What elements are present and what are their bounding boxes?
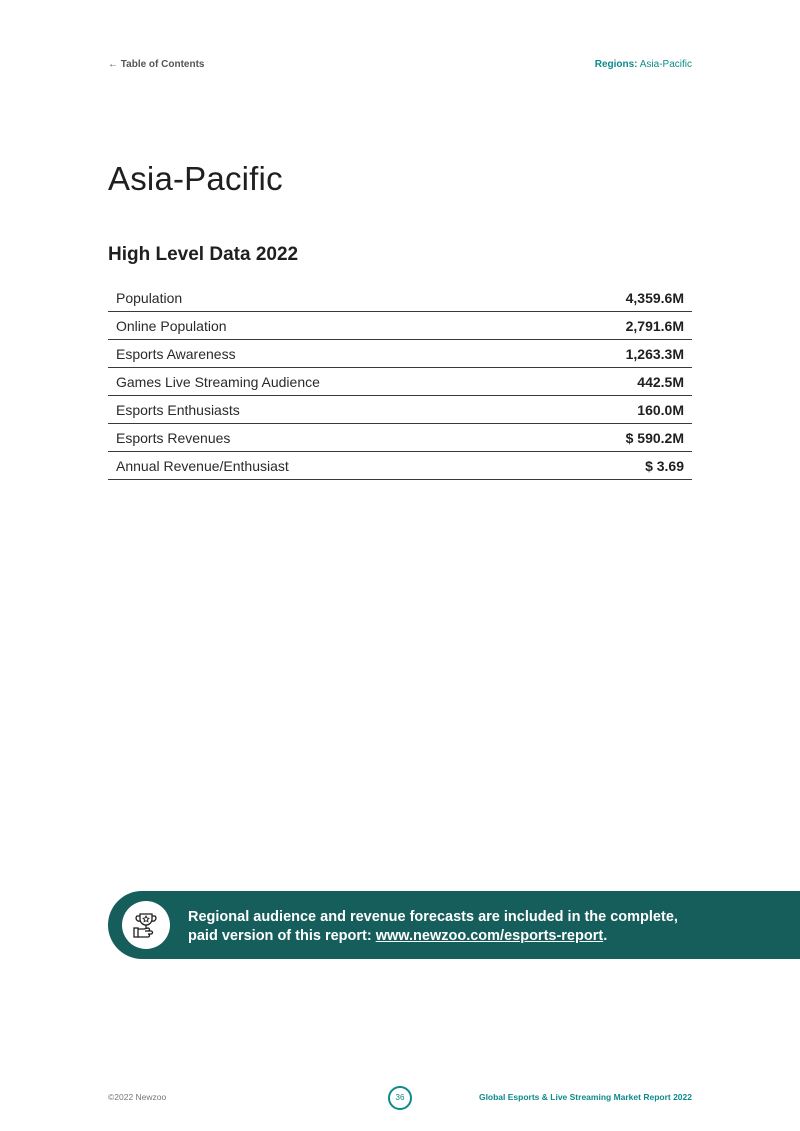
banner-text (188, 908, 748, 946)
row-label: Esports Revenues (108, 424, 544, 452)
page-number: 36 (388, 1086, 412, 1110)
banner-text-prefix: paid version of this report: (188, 928, 376, 944)
table-row (108, 424, 692, 452)
table-row (108, 452, 692, 480)
table-row (108, 340, 692, 368)
row-value: 442.5M (544, 368, 692, 396)
table-row (108, 312, 692, 340)
table-row (108, 368, 692, 396)
table-row (108, 396, 692, 424)
esports-report-link[interactable]: www.newzoo.com/esports-report (375, 928, 604, 944)
row-value: $ 590.2M (544, 424, 692, 452)
page-title: Asia-Pacific (108, 160, 283, 197)
row-label: Games Live Streaming Audience (108, 368, 544, 396)
row-value: 4,359.6M (544, 284, 692, 312)
report-name: Global Esports & Live Streaming Market Report 2022 (478, 1092, 692, 1102)
breadcrumb-label: Regions: (594, 59, 638, 70)
banner-text-line1: Regional audience and revenue forecasts are included in the complete, (188, 909, 678, 925)
row-value: 1,263.3M (544, 340, 692, 368)
copyright: ©2022 Newzoo (108, 1092, 167, 1102)
row-value: $ 3.69 (544, 452, 692, 480)
breadcrumb (595, 59, 692, 70)
banner-text-line2 (188, 927, 748, 946)
row-label: Esports Enthusiasts (108, 396, 544, 424)
row-label: Annual Revenue/Enthusiast (108, 452, 544, 480)
breadcrumb-value: Asia-Pacific (639, 59, 692, 70)
table-row (108, 284, 692, 312)
trophy-hand-icon (122, 901, 170, 949)
banner-text-suffix: . (603, 928, 608, 944)
row-value: 2,791.6M (544, 312, 692, 340)
row-label: Esports Awareness (108, 340, 544, 368)
row-label: Online Population (108, 312, 544, 340)
section-title: High Level Data 2022 (108, 244, 299, 265)
row-label: Population (108, 284, 544, 312)
high-level-data-table (108, 284, 692, 480)
upsell-banner (108, 891, 800, 959)
row-value: 160.0M (544, 396, 692, 424)
table-of-contents-link[interactable]: ← Table of Contents (108, 59, 205, 70)
